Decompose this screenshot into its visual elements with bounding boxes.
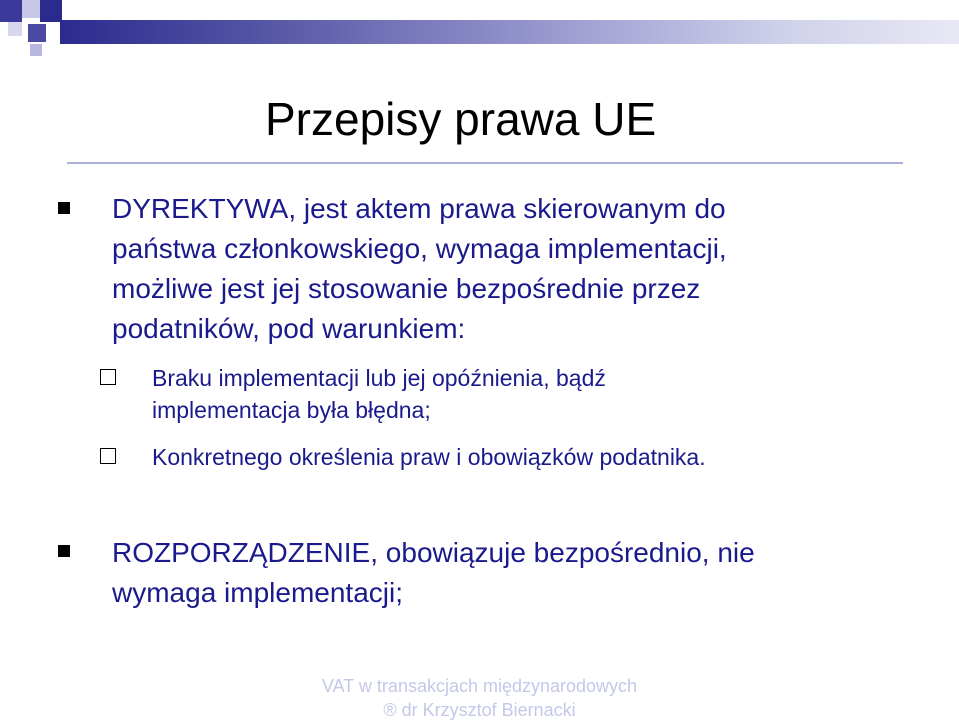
sub-item-line: Konkretnego określenia praw i obowiązków podatnika. <box>152 444 706 470</box>
sub-item-line: implementacja była błędna; <box>152 397 431 423</box>
checkbox-bullet-icon <box>100 369 116 385</box>
decor-square <box>8 22 22 36</box>
bullet-dyrektywa <box>112 189 932 349</box>
slide-title: Przepisy prawa UE <box>265 93 657 145</box>
decor-square <box>0 0 22 22</box>
decor-square <box>22 0 40 18</box>
bullet-line: możliwe jest jej stosowanie bezpośrednie przez <box>112 273 701 304</box>
title-underline <box>67 162 903 164</box>
footer-course-title: VAT w transakcjach międzynarodowych <box>321 676 638 696</box>
sub-item-konkretnego <box>152 441 942 473</box>
bullet-line: wymaga implementacji; <box>112 577 403 608</box>
header-gradient-band <box>60 20 959 44</box>
bullet-line: państwa członkowskiego, wymaga implementacji, <box>112 233 727 264</box>
sub-item-braku <box>152 362 932 426</box>
square-bullet-icon <box>58 202 70 214</box>
bullet-line: ROZPORZĄDZENIE, obowiązuje bezpośrednio, nie <box>112 537 755 568</box>
bullet-line: podatników, pod warunkiem: <box>112 313 466 344</box>
bullet-line: DYREKTYWA, jest aktem prawa skierowanym do <box>112 193 726 224</box>
footer-author: ® dr Krzysztof Biernacki <box>383 700 576 720</box>
decor-square <box>30 44 42 56</box>
checkbox-bullet-icon <box>100 448 116 464</box>
square-bullet-icon <box>58 545 70 557</box>
sub-item-line: Braku implementacji lub jej opóźnienia, bądź <box>152 365 606 391</box>
decor-square <box>40 0 62 22</box>
decor-square <box>28 24 46 42</box>
decorative-header-bar <box>0 0 959 50</box>
bullet-rozporzadzenie <box>112 533 942 613</box>
